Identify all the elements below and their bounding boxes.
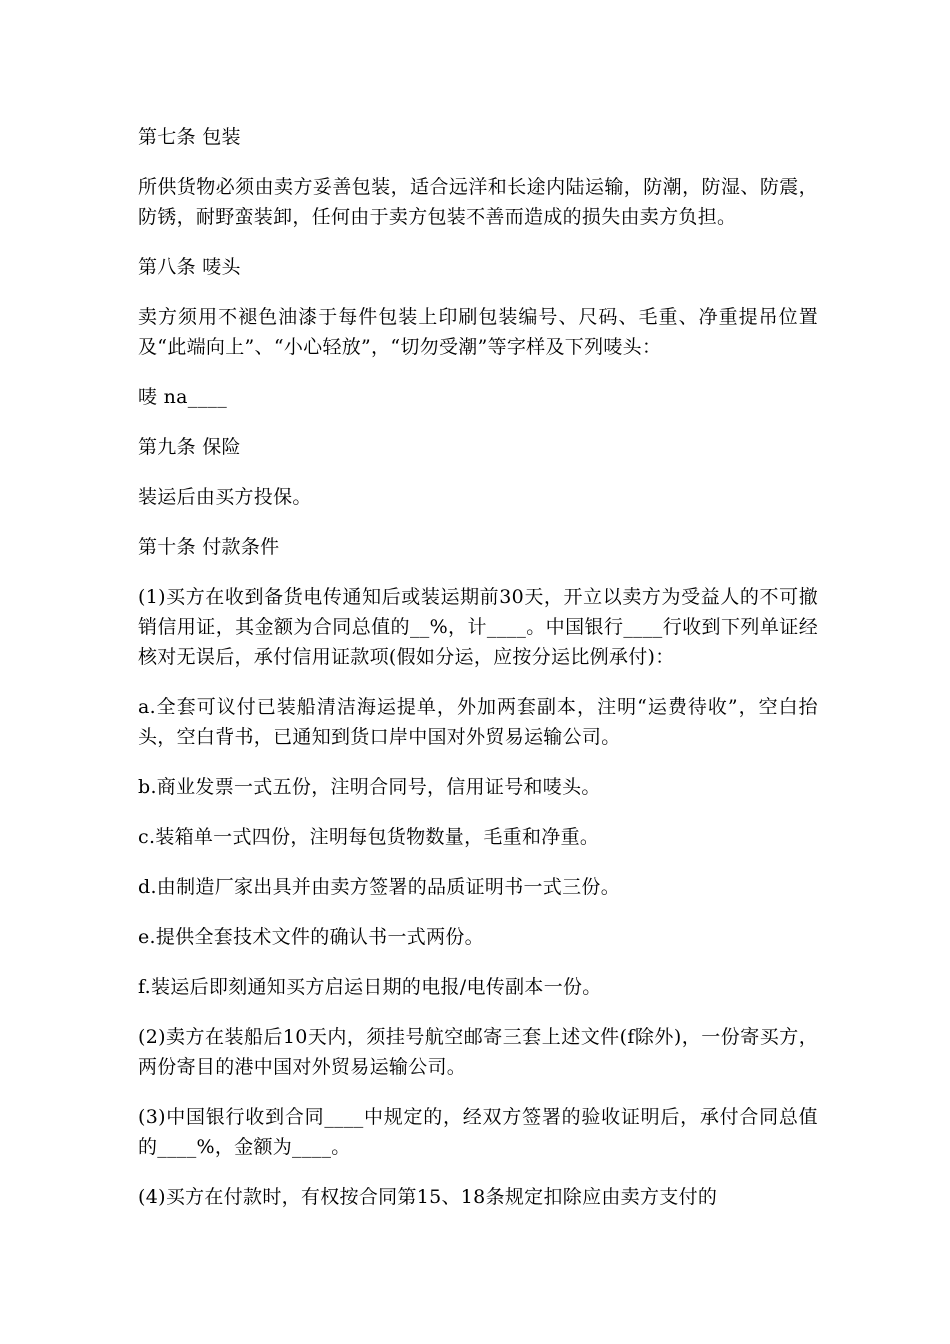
payment-item-b: b.商业发票一式五份，注明合同号，信用证号和唛头。 xyxy=(138,776,601,798)
article-7-body: 所供货物必须由卖方妥善包装，适合远洋和长途内陆运输，防潮，防湿、防震，防锈，耐野蛮装卸，任何由于卖方包装不善而造成的损失由卖方负担。 xyxy=(138,176,818,228)
document-body xyxy=(138,122,818,1232)
article-10-heading: 第十条 付款条件 xyxy=(138,536,280,558)
article-8-heading: 第八条 唛头 xyxy=(138,256,241,278)
payment-item-f: f.装运后即刻通知买方启运日期的电报/电传副本一份。 xyxy=(138,976,602,998)
payment-clause-2: (2)卖方在装船后10天内，须挂号航空邮寄三套上述文件(f除外)，一份寄买方，两份寄目的港中国对外贸易运输公司。 xyxy=(138,1026,818,1078)
article-7-heading: 第七条 包装 xyxy=(138,126,241,148)
article-8-body: 卖方须用不褪色油漆于每件包装上印刷包装编号、尺码、毛重、净重提吊位置及“此端向上”、“小心轻放”，“切勿受潮”等字样及下列唛头： xyxy=(138,306,818,358)
payment-item-c: c.装箱单一式四份，注明每包货物数量，毛重和净重。 xyxy=(138,826,600,848)
payment-item-a: a.全套可议付已装船清洁海运提单，外加两套副本，注明“运费待收”，空白抬头，空白背书，已通知到货口岸中国对外贸易运输公司。 xyxy=(138,696,818,748)
article-9-heading: 第九条 保险 xyxy=(138,436,241,458)
payment-clause-1: (1)买方在收到备货电传通知后或装运期前30天，开立以卖方为受益人的不可撤销信用证，其金额为合同总值的__%，计____。中国银行____行收到下列单证经核对无误后，承付信用证款项(假如分运，应按分运比例承付)： xyxy=(138,586,818,668)
payment-item-e: e.提供全套技术文件的确认书一式两份。 xyxy=(138,926,484,948)
payment-item-d: d.由制造厂家出具并由卖方签署的品质证明书一式三份。 xyxy=(138,876,621,898)
article-9-body: 装运后由买方投保。 xyxy=(138,486,312,508)
payment-clause-3: (3)中国银行收到合同____中规定的，经双方签署的验收证明后，承付合同总值的____%，金额为____。 xyxy=(138,1106,818,1158)
payment-clause-4: (4)买方在付款时，有权按合同第15、18条规定扣除应由卖方支付的 xyxy=(138,1186,718,1208)
shipping-mark-line: 唛 na____ xyxy=(138,386,228,408)
